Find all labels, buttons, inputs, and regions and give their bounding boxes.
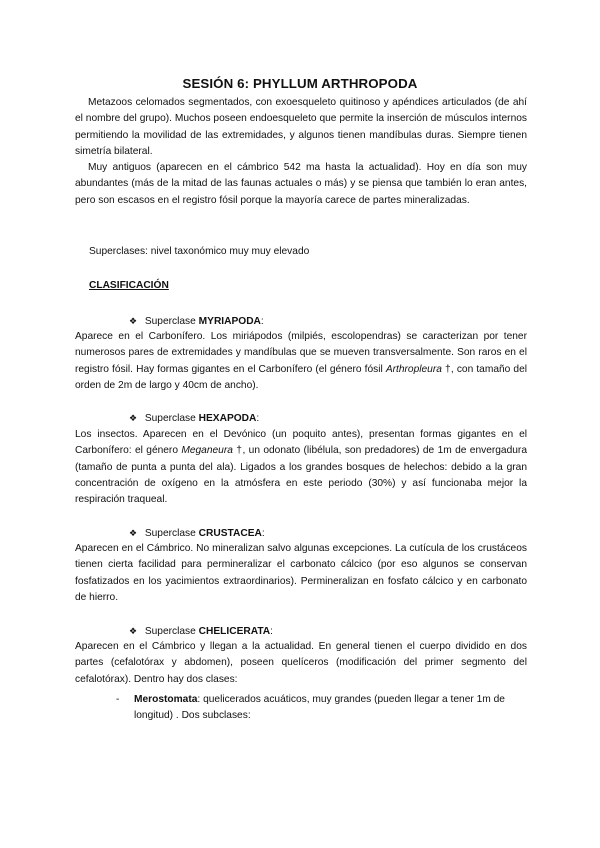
page-title: SESIÓN 6: PHYLLUM ARTHROPODA [182,76,418,91]
diamond-bullet-icon: ❖ [129,626,138,636]
section-heading-crustacea: ❖ Superclase CRUSTACEA: [129,525,265,542]
term-merostomata: Merostomata [134,694,198,705]
diamond-bullet-icon: ❖ [129,316,138,326]
section-body-hexapoda: Los insectos. Aparecen en el Devónico (un poquito antes), presentan formas gigantes en el Carbonífero: el género Meganeura †, un odonato (libélula, son predadores) de 1m de envergadura (tamaño de punta a punta del ala). Ligados a los grandes bosques de helechos: debido a la gran concentración de oxígeno en la atmósfera en este periodo (30%) y así funcionaba mejor la respiración traqueal. [75,429,527,506]
classification-heading: CLASIFICACIÓN [89,280,169,291]
section-heading-hexapoda: ❖ Superclase HEXAPODA: [129,410,259,427]
superclases-note: Superclases: nivel taxonómico muy muy elevado [89,246,310,257]
section-body-myriapoda: Aparece en el Carbonífero. Los miriápodos (milpiés, escolopendras) se caracterizan por tener numerosos pares de extremidades y mandíbulas que se mueven transversalmente. Son raros en el registro fósil. Hay formas gigantes en el Carbonífero (el género fósil Arthropleura †, con tamaño del orden de 2m de largo y 40cm de ancho). [75,331,527,391]
intro-paragraph-1: Metazoos celomados segmentados, con exoesqueleto quitinoso y apéndices articulados (de ahí el nombre del grupo). Muchos poseen endoesqueleto que permite la inserción de músculos internos permitiendo la movilidad de las extremidades, y algunos tienen mandíbulas duras. Siempre tienen simetría bilateral. [75,97,527,157]
section-heading-chelicerata: ❖ Superclase CHELICERATA: [129,623,273,640]
section-heading-myriapoda: ❖ Superclase MYRIAPODA: [129,313,264,330]
intro-paragraph-2: Muy antiguos (aparecen en el cámbrico 542 ma hasta la actualidad). Hoy en día son muy abundantes (más de la mitad de las faunas actuales o más) y se piensa que también lo eran antes, pero son escasos en el registro fósil porque la mayoría carece de partes mineralizadas. [75,162,527,206]
list-dash: - [116,694,120,705]
section-body-crustacea: Aparecen en el Cámbrico. No mineralizan salvo algunas excepciones. La cutícula de los crustáceos tienen cierta facilidad para permineralizar el carbonato cálcico (por eso algunos se conservan fosfatizados en los yacimientos extraordinarios). Permineralizan en fosfato cálcico y en carbonato de hierro. [75,543,527,603]
diamond-bullet-icon: ❖ [129,528,138,538]
section-body-chelicerata: Aparecen en el Cámbrico y llegan a la actualidad. En general tienen el cuerpo dividido en dos partes (cefalotórax y abdomen), poseen quelíceros (modificación del primer segmento del cefalotórax). Dentro hay dos clases: [75,641,527,685]
term-description: : quelicerados acuáticos, muy grandes (pueden llegar a tener 1m de longitud) . Dos subclases: [134,694,505,722]
diamond-bullet-icon: ❖ [129,413,138,423]
